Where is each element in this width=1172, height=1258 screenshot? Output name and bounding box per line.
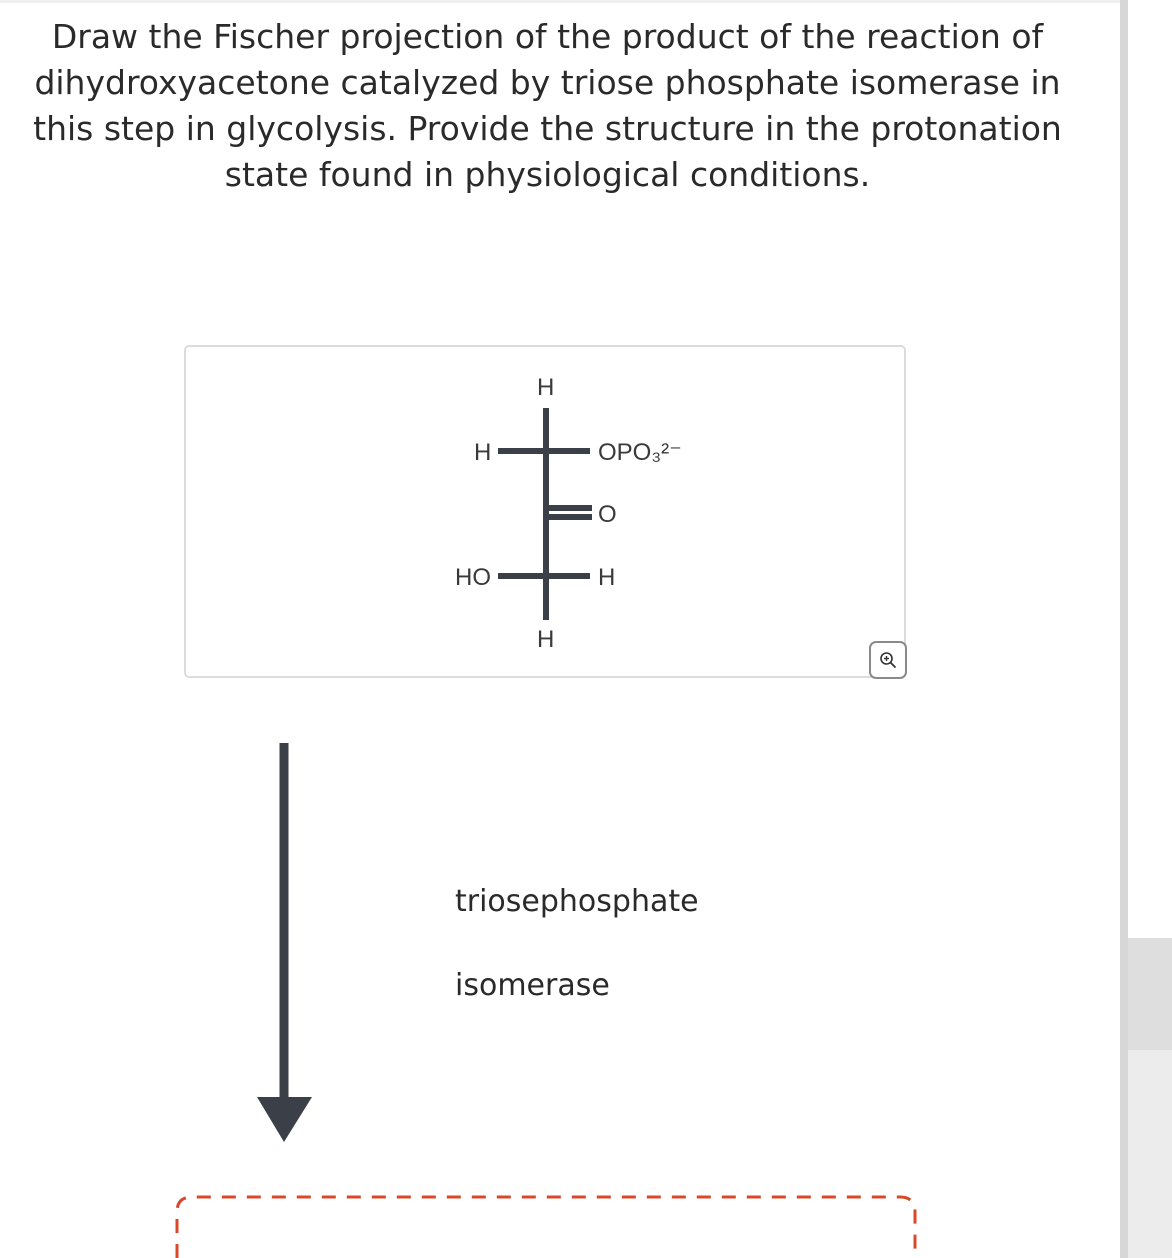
top-h-label: H [537, 374, 555, 401]
enzyme-label-line1: triosephosphate [455, 884, 699, 919]
top-divider [0, 0, 1120, 3]
c3-right-label: H [598, 564, 616, 591]
c3-left-label: HO [455, 564, 491, 591]
bottom-h-label: H [537, 626, 555, 653]
zoom-button[interactable] [869, 641, 907, 679]
scrollbar-divider [1120, 0, 1128, 1258]
c1-left-label: H [474, 439, 492, 466]
scrollbar-lower-track[interactable] [1128, 1050, 1172, 1258]
question-text: Draw the Fischer projection of the product of the reaction of dihydroxyacetone catalyzed by triose phosphate isomerase in this step in glycolysis. Provide the structure in the protonation state found in physiological conditions. [33, 17, 1062, 194]
scrollbar-thumb[interactable] [1128, 938, 1172, 1050]
down-arrow-icon [257, 743, 312, 1142]
c1-right-label: OPO₃²⁻ [598, 439, 682, 466]
reactant-structure-panel [184, 345, 906, 678]
enzyme-label-line2: isomerase [455, 968, 610, 1003]
c2-right-label: O [598, 501, 617, 528]
zoom-in-icon [879, 651, 897, 669]
answer-dropzone-border [177, 1197, 915, 1258]
